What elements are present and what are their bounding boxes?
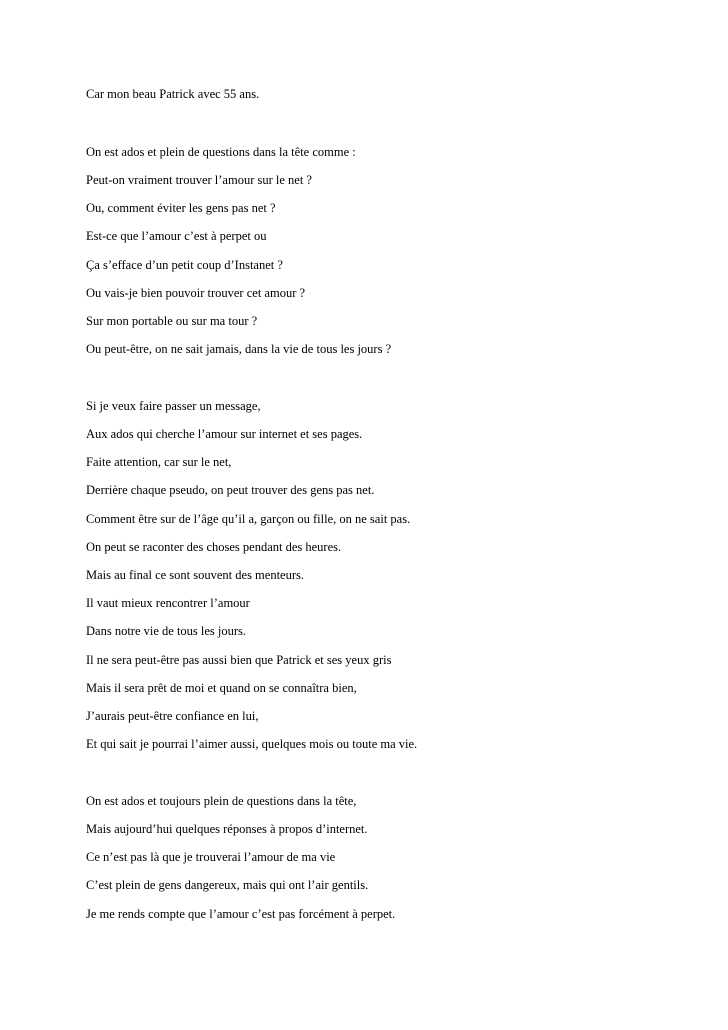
text-line: Mais il sera prêt de moi et quand on se connaîtra bien, bbox=[86, 681, 357, 695]
text-line: Ce n’est pas là que je trouverai l’amour de ma vie bbox=[86, 850, 336, 864]
text-line: Faite attention, car sur le net, bbox=[86, 455, 232, 469]
text-line: Ou peut-être, on ne sait jamais, dans la vie de tous les jours ? bbox=[86, 342, 392, 356]
text-line: Ou, comment éviter les gens pas net ? bbox=[86, 201, 276, 215]
text-line: Derrière chaque pseudo, on peut trouver des gens pas net. bbox=[86, 483, 375, 497]
text-line: Ou vais-je bien pouvoir trouver cet amour ? bbox=[86, 286, 306, 300]
text-line: Si je veux faire passer un message, bbox=[86, 399, 261, 413]
text-line: Mais aujourd’hui quelques réponses à propos d’internet. bbox=[86, 822, 368, 836]
text-line: Est-ce que l’amour c’est à perpet ou bbox=[86, 229, 267, 243]
text-line: C’est plein de gens dangereux, mais qui ont l’air gentils. bbox=[86, 878, 369, 892]
text-line: On est ados et toujours plein de questions dans la tête, bbox=[86, 794, 357, 808]
text-line: Je me rends compte que l’amour c’est pas forcément à perpet. bbox=[86, 907, 396, 921]
text-line: Mais au final ce sont souvent des menteurs. bbox=[86, 568, 305, 582]
text-line: J’aurais peut-être confiance en lui, bbox=[86, 709, 259, 723]
text-line: Aux ados qui cherche l’amour sur internet et ses pages. bbox=[86, 427, 363, 441]
text-line: Dans notre vie de tous les jours. bbox=[86, 624, 247, 638]
text-line: Ça s’efface d’un petit coup d’Instanet ? bbox=[86, 258, 283, 272]
text-line: Car mon beau Patrick avec 55 ans. bbox=[86, 87, 260, 101]
text-line: Il vaut mieux rencontrer l’amour bbox=[86, 596, 250, 610]
text-line: Peut-on vraiment trouver l’amour sur le net ? bbox=[86, 173, 312, 187]
text-line: On est ados et plein de questions dans la tête comme : bbox=[86, 145, 356, 159]
text-line: Il ne sera peut-être pas aussi bien que Patrick et ses yeux gris bbox=[86, 653, 392, 667]
text-line: Sur mon portable ou sur ma tour ? bbox=[86, 314, 258, 328]
text-line: Et qui sait je pourrai l’aimer aussi, quelques mois ou toute ma vie. bbox=[86, 737, 418, 751]
text-line: On peut se raconter des choses pendant des heures. bbox=[86, 540, 342, 554]
text-line: Comment être sur de l’âge qu’il a, garçon ou fille, on ne sait pas. bbox=[86, 512, 411, 526]
